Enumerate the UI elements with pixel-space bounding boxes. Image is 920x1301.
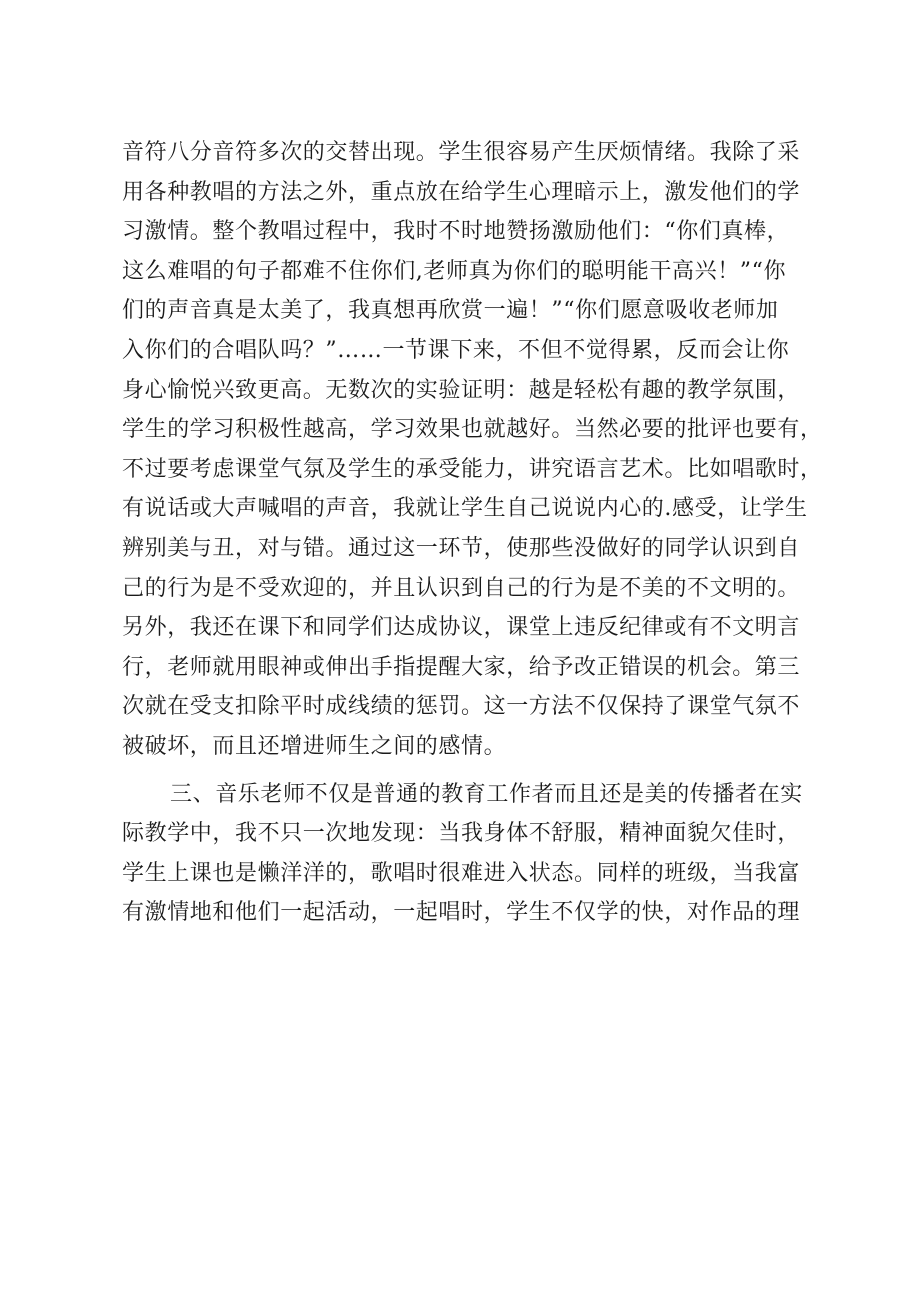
text-line: 用各种教唱的方法之外，重点放在给学生心理暗示上，激发他们的学	[122, 179, 801, 205]
text-line: 学生上课也是懒洋洋的，歌唱时很难进入状态。同样的班级，当我富	[122, 860, 801, 886]
text-line: 行，老师就用眼神或伸出手指提醒大家，给予改正错误的机会。第三	[122, 654, 801, 680]
text-line: 次就在受支扣除平时成线绩的惩罚。这一方法不仅保持了课堂气氛不	[122, 694, 801, 720]
text-line: 有激情地和他们一起活动，一起唱时，学生不仅学的快，对作品的理	[122, 900, 801, 926]
text-line: 辨别美与丑，对与错。通过这一环节，使那些没做好的同学认识到自	[122, 535, 801, 561]
text-line: 己的行为是不受欢迎的，并且认识到自己的行为是不美的不文明的。	[122, 575, 801, 601]
text-line: 三、音乐老师不仅是普通的教育工作者而且还是美的传播者在实	[170, 781, 803, 807]
text-line: 不过要考虑课堂气氛及学生的承受能力，讲究语言艺术。比如唱歌时，	[122, 456, 823, 482]
text-line: 入你们的合唱队吗？”……一节课下来，不但不觉得累，反而会让你	[122, 337, 790, 363]
text-line: 学生的学习积极性越高，学习效果也就越好。当然必要的批评也要有，	[122, 417, 823, 443]
text-line: 被破坏，而且还增进师生之间的感情。	[122, 733, 507, 759]
document-body	[122, 133, 822, 933]
paragraph-1	[122, 133, 822, 767]
paragraph-gap	[122, 767, 822, 775]
text-line: 另外，我还在课下和同学们达成协议，课堂上违反纪律或有不文明言	[122, 615, 801, 641]
text-line: 身心愉悦兴致更高。无数次的实验证明：越是轻松有趣的教学氛围，	[122, 377, 801, 403]
text-line: 音符八分音符多次的交替出现。学生很容易产生厌烦情绪。我除了采	[122, 140, 801, 165]
text-line: 习激情。整个教唱过程中，我时不时地赞扬激励他们：“你们真棒，	[122, 219, 790, 245]
text-line: 们的声音真是太美了，我真想再欣赏一遍！”“你们愿意吸收老师加	[122, 298, 779, 324]
paragraph-2	[122, 775, 822, 933]
text-line: 有说话或大声喊唱的声音，我就让学生自己说说内心的.感受，让学生	[122, 496, 808, 522]
text-line: 际教学中，我不只一次地发现：当我身体不舒服，精神面貌欠佳时，	[122, 821, 801, 847]
text-line: 这么难唱的句子都难不住你们,老师真为你们的聪明能干高兴！”“你	[122, 258, 787, 284]
